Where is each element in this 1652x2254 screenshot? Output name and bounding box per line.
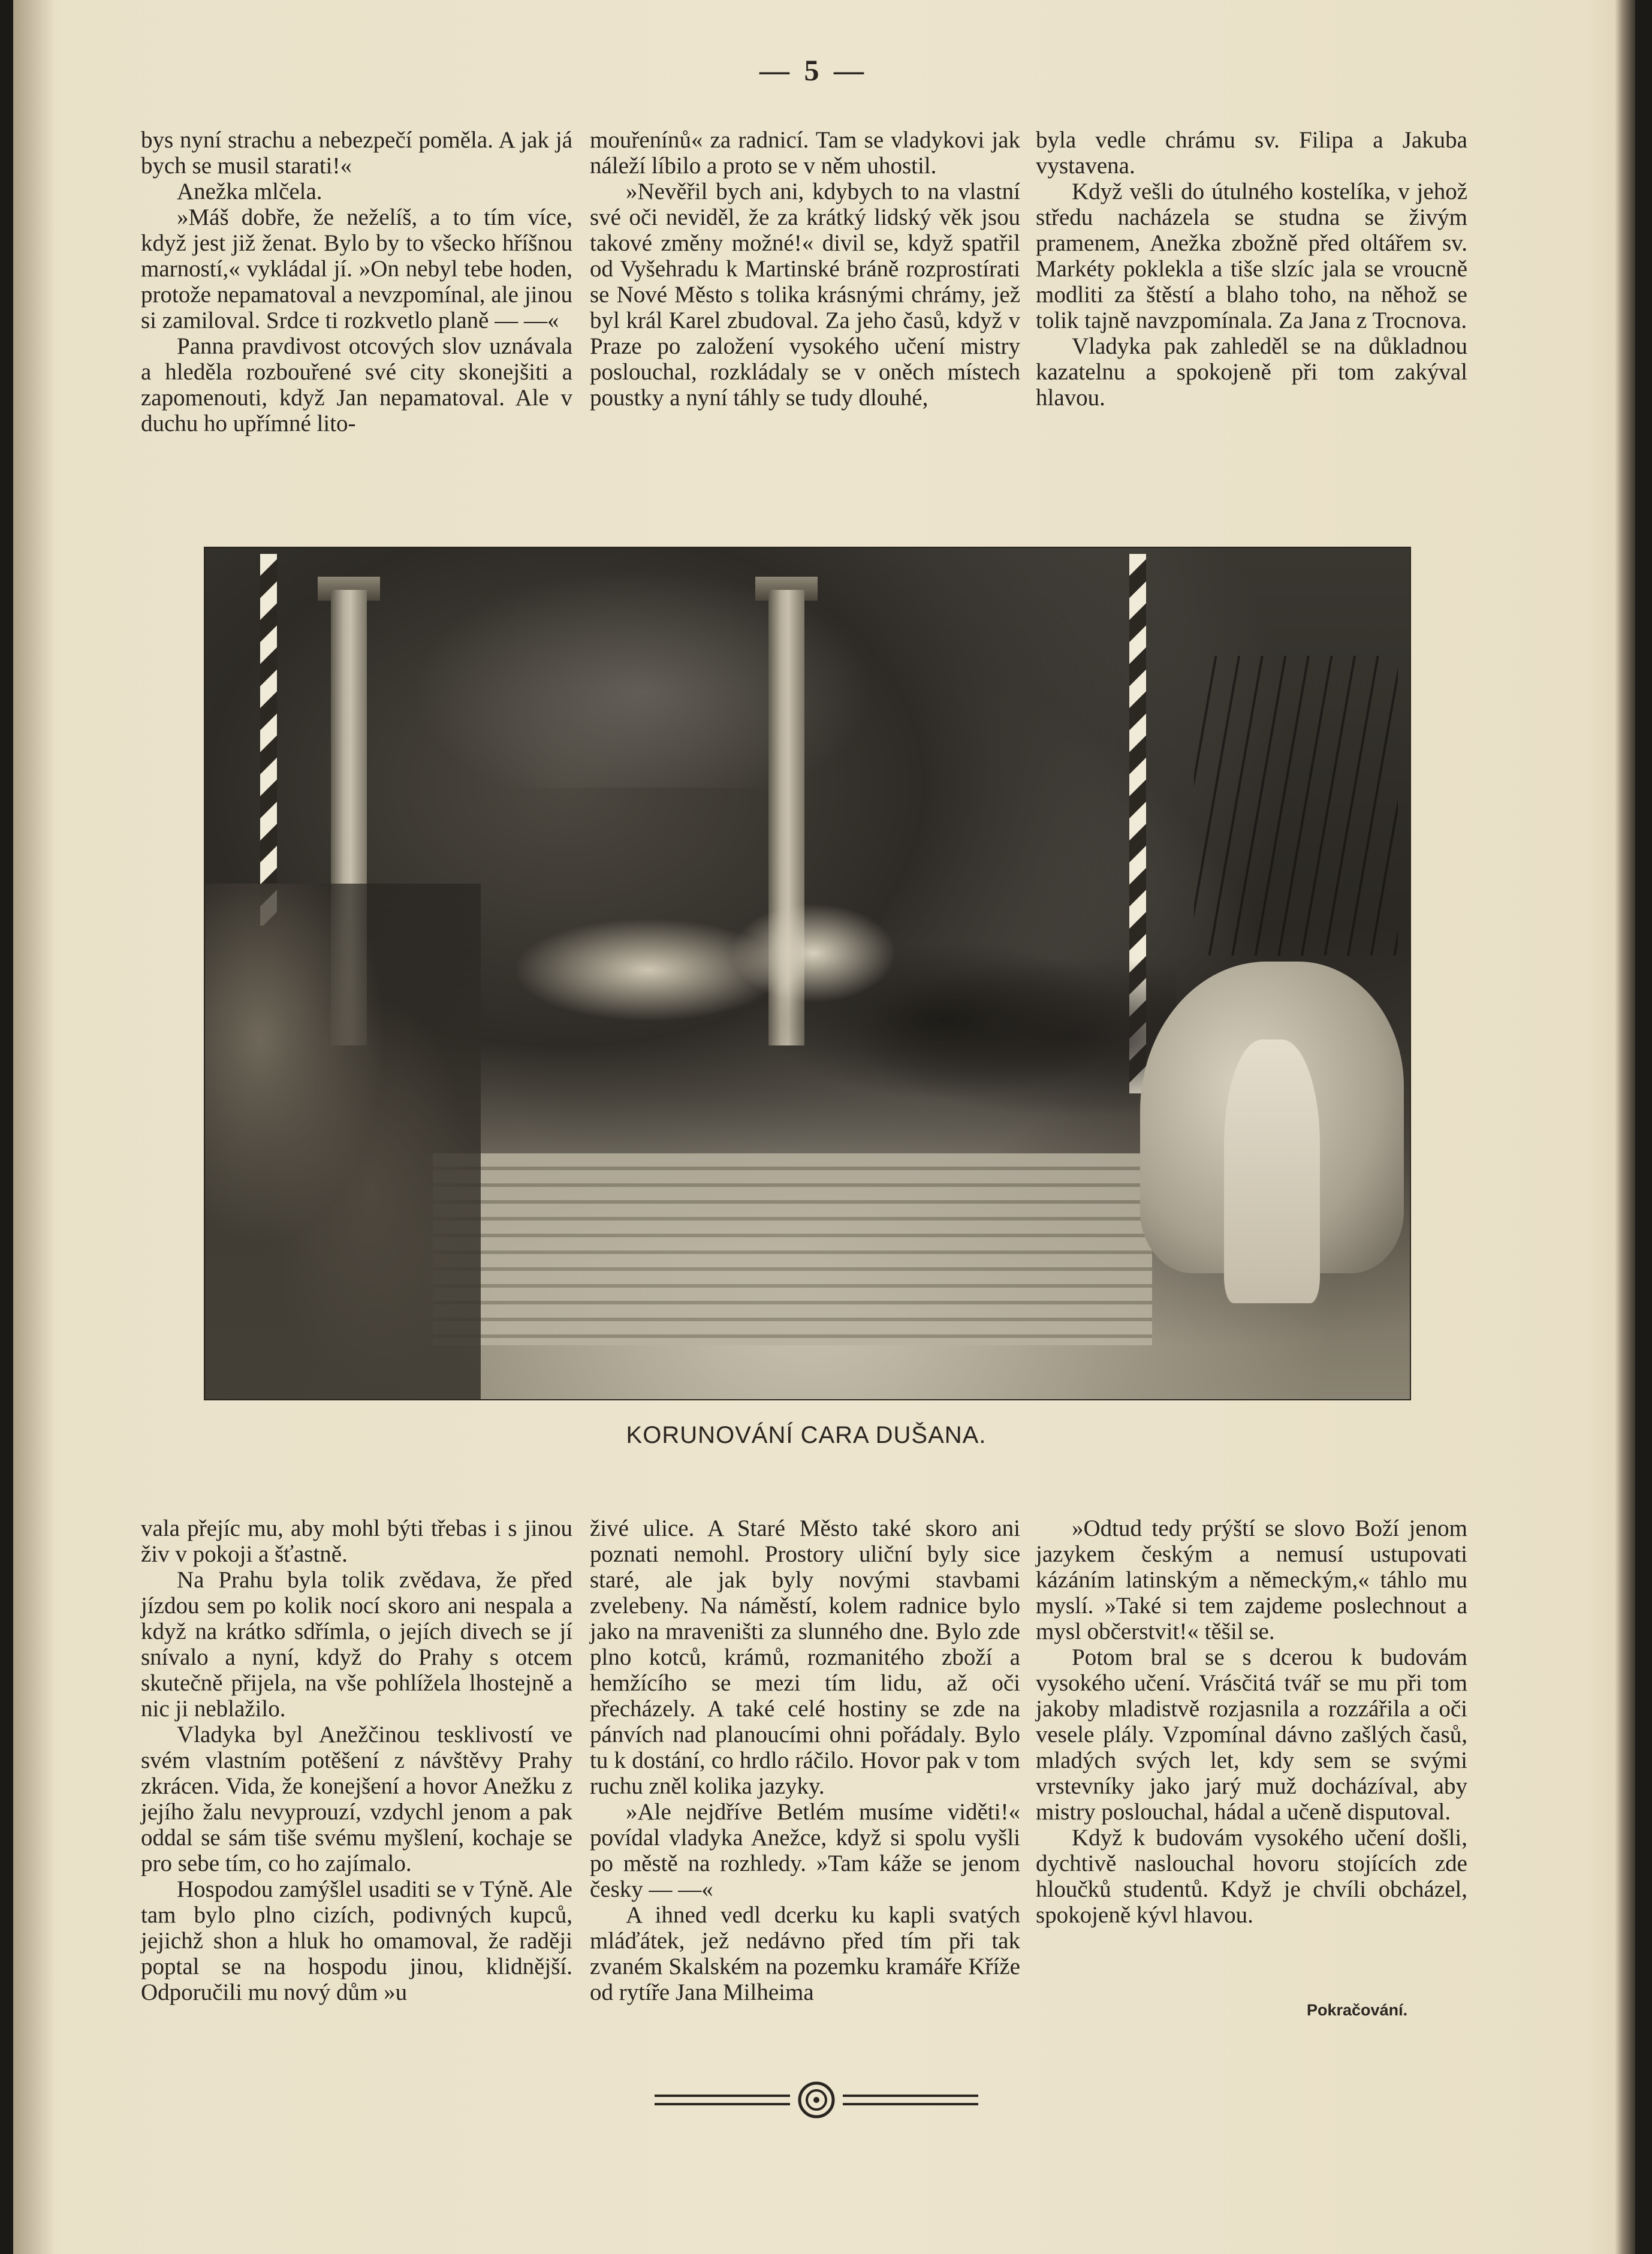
paragraph: Potom bral se s dcerou k budovám vysokého učení. Vrásčitá tvář se mu při tom jakoby mladistvě rozjasnila a rozzářila a oči vesele plály. Vzpomínal dávno zašlých časů, mladých svých let, kdy sem se svými vrstevníky jako jarý muž docházíval, aby mistry poslouchal, hádal a učeně disputoval.	[1036, 1644, 1467, 1825]
page-spine-shadow	[13, 0, 55, 2254]
bottom-column-2	[590, 1515, 1020, 2005]
coronation-illustration	[204, 547, 1411, 1400]
paragraph: Vladyka pak zahleděl se na důkladnou kazatelnu a spokojeně při tom zakýval hlavou.	[1036, 333, 1467, 411]
top-column-1	[141, 127, 572, 436]
paragraph: živé ulice. A Staré Město také skoro ani poznati nemohl. Prostory uliční byly sice staré, ale jak byly novými stavbami zvelebeny. Na náměstí, kolem radnice bylo jako na mraveništi za slunného dne. Bylo zde plno kotců, krámů, rozmanitého zboží a hemžícího se mezi tím lidu, až oči přecházely. A také celé hostiny se zde na pánvích nad planoucími ohni pořádaly. Bylo tu k dostání, co hrdlo ráčilo. Hovor pak v tom ruchu zněl kolika jazyky.	[590, 1515, 1020, 1799]
illustration-caption: KORUNOVÁNÍ CARA DUŠANA.	[626, 1422, 987, 1448]
continued-note: Pokračování.	[1307, 2001, 1408, 2019]
paragraph: Panna pravdivost otcových slov uznávala a hleděla rozbouřené své city skonejšiti a zapomenouti, když Jan nepamatoval. Ale v duchu ho upřímné lito-	[141, 333, 572, 436]
paragraph: »Nevěřil bych ani, kdybych to na vlastní své oči neviděl, že za krátký lidský věk jsou takové změny možné!« divil se, když spatřil od Vyšehradu k Martinské bráně rozprostírati se Nové Město s tolika krásnými chrámy, jež byl král Karel zbudoval. Za jeho časů, když v Praze po založení vysokého učení mistry poslouchal, rozkládaly se v oněch místech poustky a nyní táhly se tudy dlouhé,	[590, 179, 1020, 411]
paragraph: »Máš dobře, že neželíš, a to tím více, když jest již ženat. Bylo by to všecko hříšnou marností,« vykládal jí. »On nebyl tebe hoden, protože nepamatoval a nevzpomínal, ale jinou si zamiloval. Srdce ti rozkvetlo planě — —«	[141, 204, 572, 333]
illustration-striped-pole	[260, 554, 277, 926]
illustration-crowd-center	[517, 836, 1176, 1171]
bottom-column-3	[1036, 1515, 1467, 1928]
end-ornament-icon	[649, 2079, 984, 2121]
magazine-page	[13, 0, 1635, 2254]
illustration-crowd-left	[205, 884, 481, 1399]
paragraph: byla vedle chrámu sv. Filipa a Jakuba vystavena.	[1036, 127, 1467, 179]
bottom-column-1	[141, 1515, 572, 2005]
paragraph: Vladyka byl Anežčinou tesklivostí ve svém vlastním potěšení z návštěvy Prahy zkrácen. Vida, že konejšení a hovor Anežku z jejího žalu nevyprouzí, vzdychl jenom a pak oddal se sám tiše svému myšlení, kochaje se pro sebe tím, co ho zajímalo.	[141, 1722, 572, 1876]
paragraph: vala přejíc mu, aby mohl býti třebas i s jinou živ v pokoji a šťastně.	[141, 1515, 572, 1567]
paragraph: A ihned vedl dcerku ku kapli svatých mláďátek, jež nedávno před tím při tak zvaném Skalském na pozemku kramáře Kříže od rytíře Jana Milheima	[590, 1902, 1020, 2005]
paragraph: Hospodou zamýšlel usaditi se v Týně. Ale tam bylo plno cizích, podivných kupců, jejichž shon a hluk ho omamoval, že raději poptal se na hospodu jinou, klidnější. Odporučili mu nový dům »u	[141, 1876, 572, 2005]
top-column-3	[1036, 127, 1467, 411]
top-column-2	[590, 127, 1020, 411]
paragraph: »Ale nejdříve Betlém musíme viděti!« povídal vladyka Anežce, když si spolu vyšli po městě na rozhledy. »Tam káže se jenom česky — —«	[590, 1799, 1020, 1902]
illustration-smoke	[373, 548, 912, 788]
page-edge	[1615, 0, 1635, 2254]
paragraph: Anežka mlčela.	[177, 179, 322, 204]
paragraph: Když k budovám vysokého učení došli, dychtivě naslouchal hovoru stojících zde hloučků studentů. Když je chvíli obcházel, spokojeně kývl hlavou.	[1036, 1825, 1467, 1928]
illustration-spears	[1194, 656, 1398, 956]
illustration-squire-figure	[1224, 1039, 1320, 1303]
paragraph: Na Prahu byla tolik zvědava, že před jízdou sem po kolik nocí skoro ani nespala a když na krátko sdřímla, o jejích divech se jí snívalo a nyní, když do Prahy s otcem skutečně přijela, na vše pohlížela lhostejně a nic ji neblažilo.	[141, 1567, 572, 1722]
page-number: — 5 —	[759, 53, 867, 87]
paragraph: Když vešli do útulného kostelíka, v jehož středu nacházela se studna se živým pramenem, Anežka zbožně před oltářem sv. Markéty poklekla a tiše slzíc jala se vroucně modliti za štěstí a blaho toho, na něhož se tolik tajně navzpomínala. Za Jana z Trocnova.	[1036, 179, 1467, 333]
illustration-stairs	[433, 1153, 1152, 1345]
paragraph: bys nyní strachu a nebezpečí poměla. A jak já bych se musil starati!«	[141, 127, 572, 179]
paragraph: mouřenínů« za radnicí. Tam se vladykovi jak náleží líbilo a proto se v něm uhostil.	[590, 127, 1020, 179]
paragraph: »Odtud tedy prýští se slovo Boží jenom jazykem českým a nemusí ustupovati kázáním latinským a německým,« táhlo mu myslí. »Také si tem zajdeme poslechnout a mysl občerstvit!« těšil se.	[1036, 1515, 1467, 1644]
